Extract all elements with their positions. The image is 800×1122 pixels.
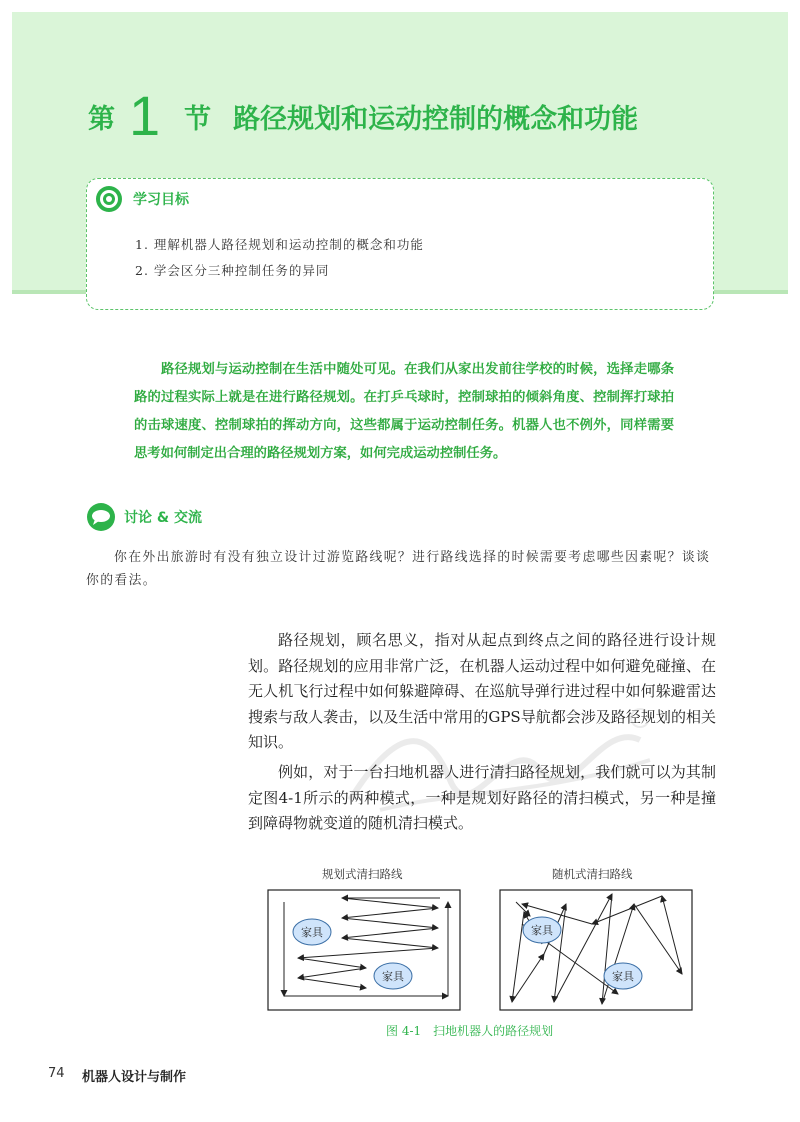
- section-prefix: 第: [88, 103, 115, 135]
- section-number: 1: [129, 84, 161, 147]
- section-title: [88, 86, 638, 146]
- body-paragraph-2: 例如，对于一台扫地机器人进行清扫路径规划，我们就可以为其制定图4-1所示的两种模式，一种是规划好路径的清扫模式，另一种是撞到障碍物就变道的随机清扫模式。: [248, 763, 716, 832]
- target-icon: [95, 185, 123, 213]
- speech-bubble-icon: [86, 502, 116, 532]
- learning-goal-item: 2. 学会区分三种控制任务的异同: [135, 263, 330, 278]
- cleaning-path-diagram: [262, 884, 694, 1014]
- page-number: 74: [48, 1066, 65, 1081]
- planned-path-frame: [268, 890, 460, 1010]
- furniture-label: 家具: [382, 970, 404, 983]
- learning-goals-title: 学习目标: [133, 192, 189, 208]
- figure-left-label: 规划式清扫路线: [322, 867, 403, 881]
- learning-goals-header: [95, 185, 189, 213]
- learning-goals-list: [135, 235, 424, 287]
- learning-goal-item: 1. 理解机器人路径规划和运动控制的概念和功能: [135, 237, 424, 252]
- learning-goals-box: [86, 178, 714, 310]
- furniture-label: 家具: [531, 924, 553, 937]
- section-suffix: 节: [184, 103, 212, 135]
- body-paragraph-1: 路径规划，顾名思义，指对从起点到终点之间的路径进行设计规划。路径规划的应用非常广泛，在机器人运动过程中如何避免碰撞、在无人机飞行过程中如何躲避障碍、在巡航导弹行进过程中如何躲避雷达搜索与敌人袭击，以及生活中常用的GPS导航都会涉及路径规划的相关知识。: [248, 631, 716, 751]
- furniture-label: 家具: [301, 926, 323, 939]
- furniture-label: 家具: [612, 970, 634, 983]
- figure-caption: 图 4-1 扫地机器人的路径规划: [386, 1024, 554, 1038]
- discussion-title: 讨论 & 交流: [124, 510, 202, 526]
- discussion-text: 你在外出旅游时有没有独立设计过游览路线呢？进行路线选择的时候需要考虑哪些因素呢？谈谈你的看法。: [86, 550, 711, 588]
- random-path-frame: [500, 890, 692, 1010]
- intro-paragraph: 路径规划与运动控制在生活中随处可见。在我们从家出发前往学校的时候，选择走哪条路的过程实际上就是在进行路径规划。在打乒乓球时，控制球拍的倾斜角度、控制挥打球拍的击球速度、控制球拍的挥动方向，这些都属于运动控制任务。机器人也不例外，同样需要思考如何制定出合理的路径规划方案，如何完成运动控制任务。: [134, 362, 674, 461]
- book-title: 机器人设计与制作: [82, 1070, 187, 1085]
- discussion-header: [86, 502, 202, 532]
- figure-right-label: 随机式清扫路线: [552, 867, 633, 881]
- section-title-text: 路径规划和运动控制的概念和功能: [233, 103, 639, 135]
